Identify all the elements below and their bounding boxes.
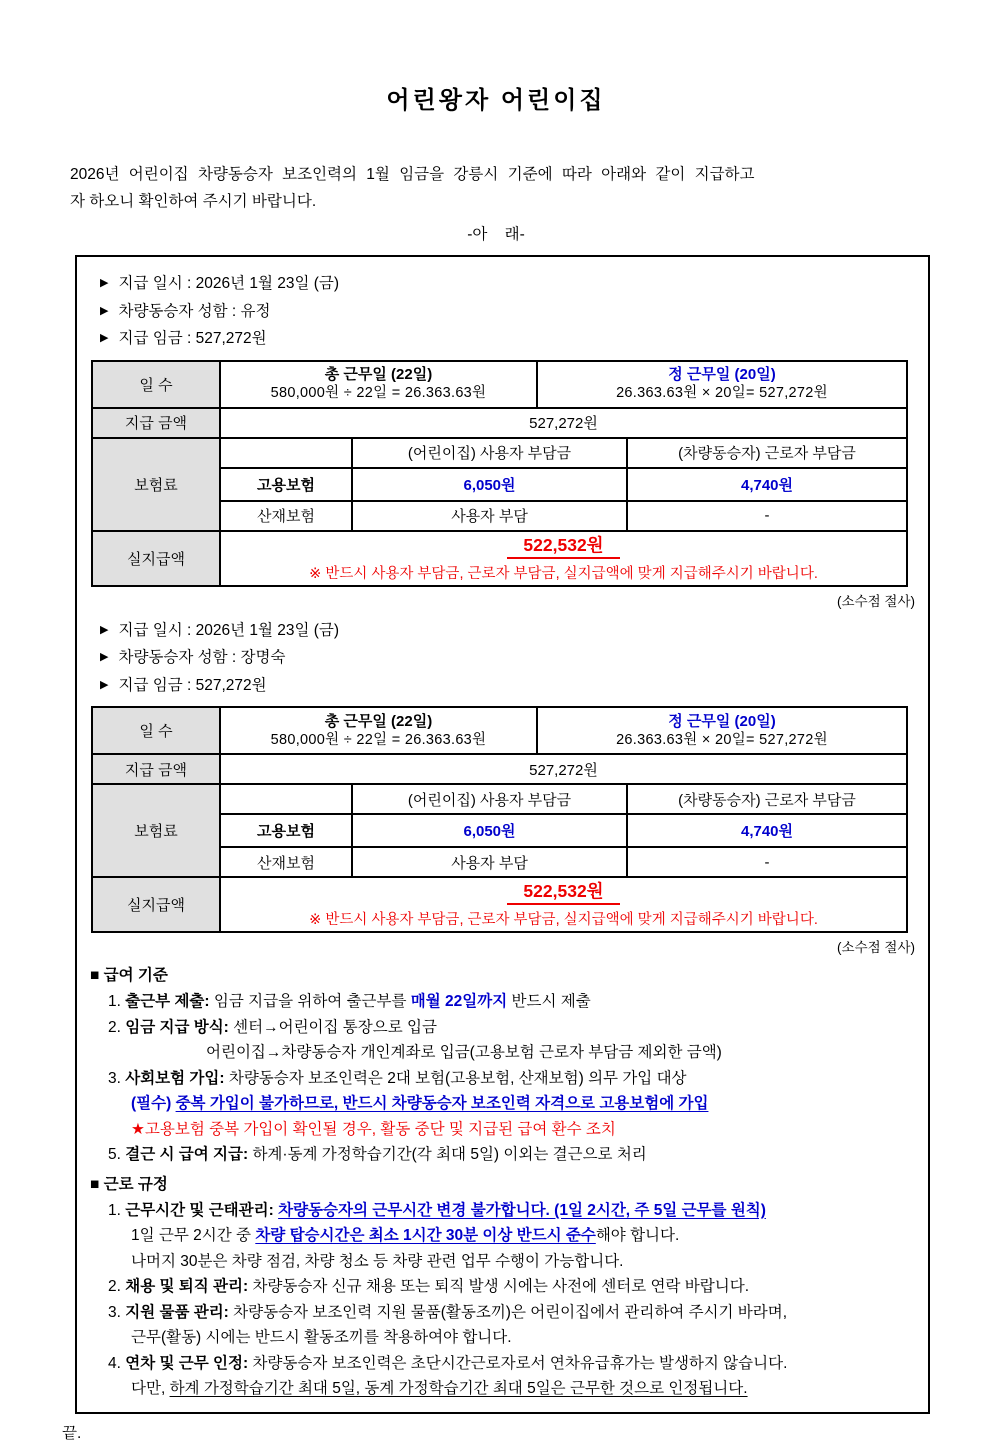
cell-industrial-insurance-label: 산재보험 xyxy=(220,501,352,531)
payment-table-2 xyxy=(91,706,908,933)
cell-amount-value: 527,272원 xyxy=(220,754,907,784)
salary-rule-line xyxy=(90,1117,916,1143)
bullet-pay-date xyxy=(90,617,916,645)
below-marker: -아 래- xyxy=(467,226,525,243)
cell-worker-col-header: (차량동승자) 근로자 부담금 xyxy=(627,438,907,468)
work-rule-line xyxy=(90,1300,916,1326)
text-run: 5. xyxy=(108,1146,126,1163)
text-run: 4. xyxy=(108,1354,126,1372)
payment-block-1 xyxy=(90,270,916,610)
text-run: 차량동승자 보조인력은 초단시간근로자로서 연차유급휴가는 발생하지 않습니다. xyxy=(248,1354,788,1372)
net-pay-amount: 522,532원 xyxy=(507,880,619,905)
bullet-pay-date xyxy=(90,270,916,298)
cell-industrial-insurance-worker: - xyxy=(627,847,907,877)
cell-days-label: 일 수 xyxy=(92,361,220,408)
cell-amount-value: 527,272원 xyxy=(220,408,907,438)
bullet-text: 차량동승자 성함 : 유정 xyxy=(118,302,271,320)
text-run: 지원 물품 관리: xyxy=(125,1303,229,1321)
cell-insurance-label: 보험료 xyxy=(92,438,220,531)
decimal-truncation-note: (소수점 절사) xyxy=(837,940,915,955)
payment-block-2 xyxy=(90,617,916,957)
cell-employment-insurance-label: 고용보험 xyxy=(220,814,352,847)
cell-net-pay-label: 실지급액 xyxy=(92,531,220,586)
bullet-text: 지급 임금 : 527,272원 xyxy=(118,676,267,694)
bullet-text: 차량동승자 성함 : 장명숙 xyxy=(118,649,286,666)
work-rule-line xyxy=(90,1249,916,1275)
cell-employer-col-header: (어린이집) 사용자 부담금 xyxy=(352,784,627,814)
cell-employment-insurance-employer: 6,050원 xyxy=(352,814,627,847)
triangle-bullet-icon: ▶ xyxy=(100,304,109,317)
intro-line-2: 자 하오니 확인하여 주시기 바랍니다. xyxy=(70,193,317,210)
net-pay-amount: 522,532원 xyxy=(507,534,619,559)
work-rules-heading: ■ 근로 규정 xyxy=(90,1175,168,1193)
text-run: 3. xyxy=(108,1069,126,1087)
cell-employment-insurance-worker: 4,740원 xyxy=(627,814,907,847)
text-run: 센터→어린이집 통장으로 입금 xyxy=(228,1018,437,1036)
net-pay-note: ※ 반드시 사용자 부담금, 근로자 부담금, 실지급액에 맞게 지급해주시기 바랍니다. xyxy=(309,565,818,582)
salary-rule-line xyxy=(90,1091,916,1117)
text-run: 채용 및 퇴직 관리: xyxy=(125,1278,249,1295)
bullet-pay-amount xyxy=(90,672,916,700)
text-run: 해야 합니다. xyxy=(595,1227,680,1244)
salary-rule-line xyxy=(90,989,916,1015)
text-run: (필수) xyxy=(131,1095,176,1112)
text-run: 2. xyxy=(108,1278,126,1295)
cell-employment-insurance-employer: 6,050원 xyxy=(352,468,627,501)
text-run: 출근부 제출: xyxy=(125,993,210,1010)
bullet-text: 지급 일시 : 2026년 1월 23일 (금) xyxy=(118,275,340,292)
cell-industrial-insurance-employer: 사용자 부담 xyxy=(352,847,627,877)
total-workdays-calc: 580,000원 ÷ 22일 = 26.363.63원 xyxy=(270,385,487,401)
text-run: 연차 및 근무 인정: xyxy=(125,1354,249,1372)
triangle-bullet-icon: ▶ xyxy=(100,651,109,663)
salary-rule-line xyxy=(90,1040,916,1066)
decimal-truncation-note: (소수점 절사) xyxy=(837,593,915,609)
page-title: 어린왕자 어린이집 xyxy=(386,87,606,114)
text-run: 근무시간 및 근태관리: xyxy=(125,1201,274,1219)
payment-table-1 xyxy=(91,360,908,587)
text-run: 다만, xyxy=(131,1380,170,1397)
salary-rule-line xyxy=(90,1066,916,1092)
work-rules-section xyxy=(90,1172,916,1402)
work-rule-line xyxy=(90,1198,916,1224)
triangle-bullet-icon: ▶ xyxy=(100,678,109,691)
content-box xyxy=(75,255,930,1414)
text-run: 차량동승자 신규 채용 또는 퇴직 발생 시에는 사전에 센터로 연락 바랍니다. xyxy=(248,1278,750,1295)
standard-workdays-title: 정 근무일 (20일) xyxy=(668,712,776,730)
text-run: 결근 시 급여 지급: xyxy=(125,1146,249,1163)
cell-net-pay-label: 실지급액 xyxy=(92,877,220,932)
cell-industrial-insurance-label: 산재보험 xyxy=(220,847,352,877)
cell-standard-workdays xyxy=(537,707,907,754)
cell-industrial-insurance-employer: 사용자 부담 xyxy=(352,501,627,531)
text-run: 1. xyxy=(108,1201,126,1219)
total-workdays-title: 총 근무일 (22일) xyxy=(324,366,433,383)
standard-workdays-calc: 26.363.63원 × 20일= 527,272원 xyxy=(616,385,828,401)
standard-workdays-title: 정 근무일 (20일) xyxy=(668,366,776,383)
salary-rule-line xyxy=(90,1142,916,1168)
cell-standard-workdays xyxy=(537,361,907,408)
work-rule-line xyxy=(90,1376,916,1402)
text-run: 2. xyxy=(108,1018,126,1036)
cell-employer-col-header: (어린이집) 사용자 부담금 xyxy=(352,438,627,468)
total-workdays-title: 총 근무일 (22일) xyxy=(324,712,433,730)
cell-amount-label: 지급 금액 xyxy=(92,754,220,784)
bullet-text: 지급 임금 : 527,272원 xyxy=(118,330,267,347)
cell-total-workdays xyxy=(220,707,537,754)
cell-net-pay-value xyxy=(220,877,907,932)
standard-workdays-calc: 26.363.63원 × 20일= 527,272원 xyxy=(616,731,828,748)
total-workdays-calc: 580,000원 ÷ 22일 = 26.363.63원 xyxy=(270,731,487,748)
salary-rule-line xyxy=(90,1015,916,1041)
text-run: 3. xyxy=(108,1303,126,1321)
text-run: 하계 가정학습기간 최대 5일, 동계 가정학습기간 최대 5일은 근무한 것으로 인정됩니다. xyxy=(169,1380,748,1397)
cell-amount-label: 지급 금액 xyxy=(92,408,220,438)
bullet-rider-name xyxy=(90,298,916,326)
text-run: 임금 지급 방식: xyxy=(125,1018,229,1036)
cell-industrial-insurance-worker: - xyxy=(627,501,907,531)
bullet-list xyxy=(90,270,916,353)
triangle-bullet-icon: ▶ xyxy=(100,277,109,289)
work-rule-line xyxy=(90,1223,916,1249)
text-run: 사회보험 가입: xyxy=(125,1069,225,1087)
text-run: 1. xyxy=(108,993,126,1010)
net-pay-note: ※ 반드시 사용자 부담금, 근로자 부담금, 실지급액에 맞게 지급해주시기 바랍니다. xyxy=(309,912,818,928)
text-run: 나머지 30분은 차량 점검, 차량 청소 등 차량 관련 업무 수행이 가능합니다. xyxy=(131,1252,624,1270)
bullet-text: 지급 일시 : 2026년 1월 23일 (금) xyxy=(118,621,340,639)
bullet-rider-name xyxy=(90,644,916,672)
cell-days-label: 일 수 xyxy=(92,707,220,754)
triangle-bullet-icon: ▶ xyxy=(100,332,109,344)
text-run: 근무(활동) 시에는 반드시 활동조끼를 착용하여야 합니다. xyxy=(131,1329,512,1346)
cell-net-pay-value xyxy=(220,531,907,586)
text-run: 차량동승자의 근무시간 변경 불가합니다. (1일 2시간, 주 5일 근무를 원칙) xyxy=(278,1201,766,1219)
text-run: 중복 가입이 불가하므로, 반드시 차량동승자 보조인력 자격으로 고용보험에 가입 xyxy=(175,1095,709,1112)
cell-empty xyxy=(220,784,352,814)
work-rule-line xyxy=(90,1351,916,1377)
work-rule-line xyxy=(90,1274,916,1300)
intro-line-1: 2026년 어린이집 차량동승자 보조인력의 1월 임금을 강릉시 기준에 따라 아래와 같이 지급하고 xyxy=(70,166,755,183)
cell-worker-col-header: (차량동승자) 근로자 부담금 xyxy=(627,784,907,814)
text-run: 1일 근무 2시간 중 xyxy=(131,1227,256,1244)
text-run: ★고용보험 중복 가입이 확인될 경우, 활동 중단 및 지급된 급여 환수 조치 xyxy=(131,1120,616,1138)
cell-empty xyxy=(220,438,352,468)
triangle-bullet-icon: ▶ xyxy=(100,623,109,636)
bullet-list xyxy=(90,617,916,700)
cell-employment-insurance-label: 고용보험 xyxy=(220,468,352,501)
cell-insurance-label: 보험료 xyxy=(92,784,220,877)
text-run: 임금 지급을 위하여 출근부를 xyxy=(209,993,411,1010)
cell-total-workdays xyxy=(220,361,537,408)
text-run: 어린이집→차량동승자 개인계좌로 입금(고용보험 근로자 부담금 제외한 금액) xyxy=(206,1044,722,1061)
cell-employment-insurance-worker: 4,740원 xyxy=(627,468,907,501)
closing-mark: 끝. xyxy=(62,1424,82,1442)
salary-rules-heading: ■ 급여 기준 xyxy=(90,967,168,984)
text-run: 반드시 제출 xyxy=(507,993,591,1010)
bullet-pay-amount xyxy=(90,325,916,353)
text-run: 차량동승자 보조인력은 2대 보험(고용보험, 산재보험) 의무 가입 대상 xyxy=(224,1069,687,1087)
text-run: 차량 탑승시간은 최소 1시간 30분 이상 반드시 준수 xyxy=(255,1227,596,1244)
text-run: 하계·동계 가정학습기간(각 최대 5일) 이외는 결근으로 처리 xyxy=(248,1146,647,1163)
text-run: 차량동승자 보조인력 지원 물품(활동조끼)은 어린이집에서 관리하여 주시기 바라며, xyxy=(228,1303,788,1321)
work-rule-line xyxy=(90,1325,916,1351)
salary-rules-section xyxy=(90,963,916,1168)
text-run: 매월 22일까지 xyxy=(410,993,508,1010)
